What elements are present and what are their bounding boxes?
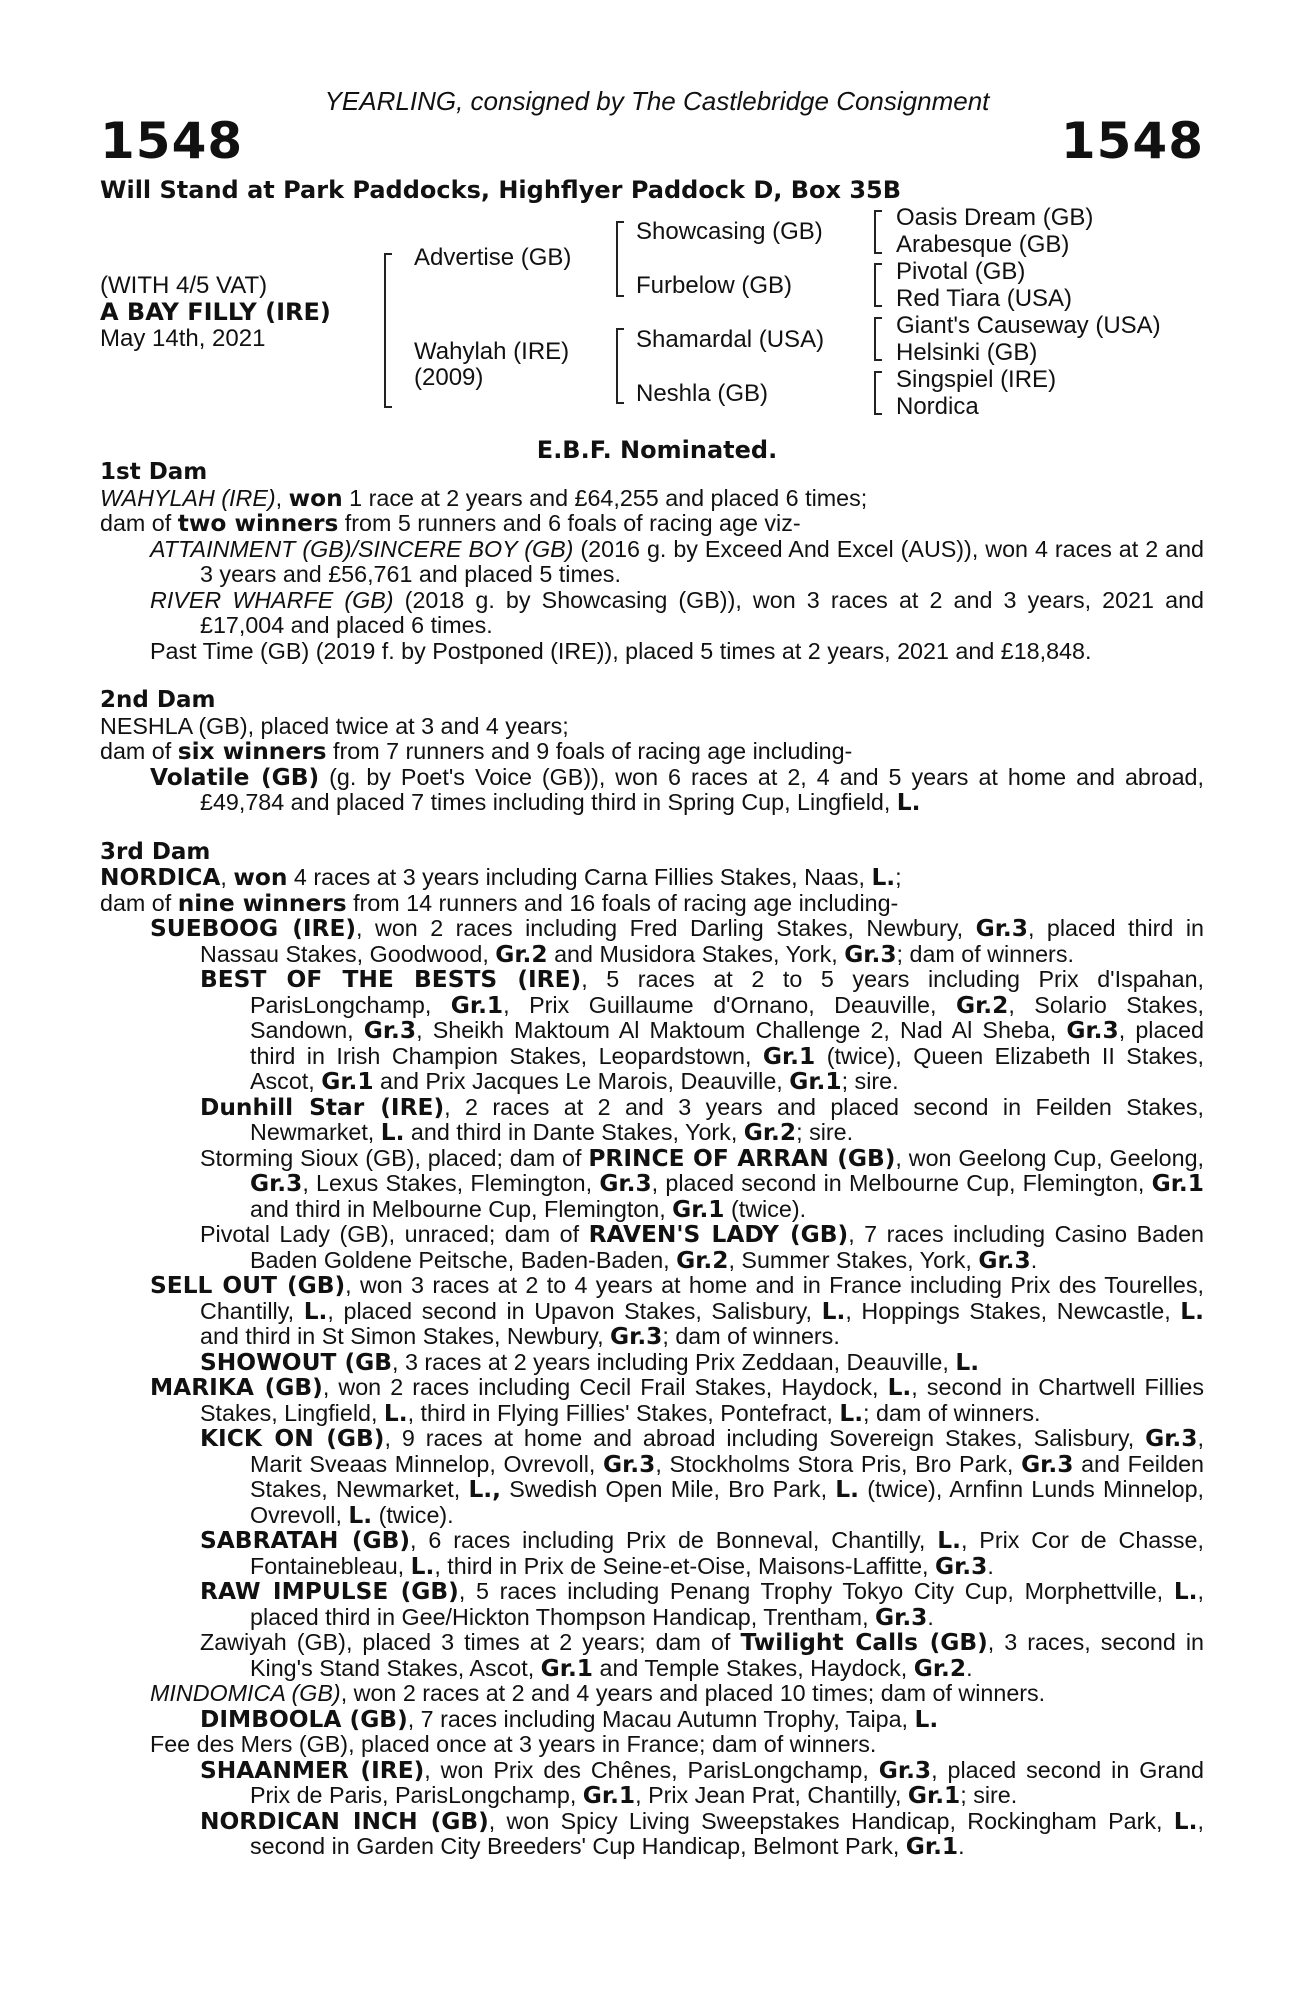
pedigree-brace-g4 [874,371,876,415]
lot-number-left: 1548 [100,112,244,170]
produce-attainment: ATTAINMENT (GB)/SINCERE BOY (GB) (2016 g. by Exceed And Excel (AUS)), won 4 races at 2 and 3 years and £56,761 and placed 5 times. [150,535,1204,587]
produce-shaanmer: SHAANMER (IRE), won Prix des Chênes, ParisLongchamp, Gr.3, placed second in Grand Prix de Paris, ParisLongchamp, Gr.1, Prix Jean Prat, Chantilly, Gr.1; sire. [200,1756,1204,1809]
consignment-line: YEARLING, consigned by The Castlebridge Consignment [324,86,990,116]
pedigree-brace-g3 [874,317,876,361]
third-dam-heading: 3rd Dam [100,838,211,865]
pedigree-brace-sire [616,221,618,297]
foaling-date: May 14th, 2021 [100,325,266,352]
third-dam-line: NORDICA, won 4 races at 3 years including Carna Fillies Stakes, Naas, L.; [100,864,902,891]
first-dam-heading: 1st Dam [100,459,208,485]
second-dam-heading: 2nd Dam [100,687,216,713]
grandparent-7: Singspiel (IRE) [896,366,1057,393]
produce-pivotal-lady: Pivotal Lady (GB), unraced; dam of RAVEN'S LADY (GB), 7 races including Casino Baden Baden Goldene Peitsche, Baden-Baden, Gr.2, Summer Stakes, York, Gr.3. [200,1221,1204,1274]
dam-dam: Neshla (GB) [636,380,769,407]
produce-zawiyah: Zawiyah (GB), placed 3 times at 2 years; dam of Twilight Calls (GB), 3 races, second in King's Stand Stakes, Ascot, Gr.1 and Temple Stakes, Haydock, Gr.2. [200,1629,1204,1682]
first-dam-line: WAHYLAH (IRE), won 1 race at 2 years and £64,255 and placed 6 times; [100,484,868,512]
produce-raw-impulse: RAW IMPULSE (GB), 5 races including Penang Trophy Tokyo City Cup, Morphettville, L., placed third in Gee/Hickton Thompson Handicap, Trentham, Gr.3. [200,1578,1204,1631]
horse-name: A BAY FILLY (IRE) [100,298,331,326]
dam-name: Wahylah (IRE) [414,338,570,365]
produce-showout: SHOWOUT (GB, 3 races at 2 years including Prix Zeddaan, Deauville, L. [200,1348,980,1376]
grandparent-3: Pivotal (GB) [896,258,1026,285]
grandparent-5: Giant's Causeway (USA) [896,312,1161,339]
grandparent-8: Nordica [896,393,979,420]
vat-note: (WITH 4/5 VAT) [100,272,268,299]
dam-year: (2009) [414,364,484,391]
first-dam-produce: dam of two winners from 5 runners and 6 foals of racing age viz- [100,510,801,537]
sire-sire: Showcasing (GB) [636,218,823,245]
produce-volatile: Volatile (GB) (g. by Poet's Voice (GB)), won 6 races at 2, 4 and 5 years at home and abroad, £49,784 and placed 7 times including third in Spring Cup, Lingfield, L. [150,763,1204,816]
produce-dunhill-star: Dunhill Star (IRE), 2 races at 2 and 3 years and placed second in Feilden Stakes, Newmarket, L. and third in Dante Stakes, York, Gr.2; sire. [200,1093,1204,1146]
produce-marika: MARIKA (GB), won 2 races including Cecil Frail Stakes, Haydock, L., second in Chartwell Fillies Stakes, Lingfield, L., third in Flying Fillies' Stakes, Pontefract, L.; dam of winners. [150,1374,1204,1427]
produce-storming-sioux: Storming Sioux (GB), placed; dam of PRINCE OF ARRAN (GB), won Geelong Cup, Geelong, Gr.3, Lexus Stakes, Flemington, Gr.3, placed second in Melbourne Cup, Flemington, Gr.1 and third in Melbourne Cup, Flemington, Gr.1 (twice). [200,1144,1205,1223]
produce-sell-out: SELL OUT (GB), won 3 races at 2 to 4 years at home and in France including Prix des Tourelles, Chantilly, L., placed second in Upavon Stakes, Salisbury, L., Hoppings Stakes, Newcastle, L. and third in St Simon Stakes, Newbury, Gr.3; dam of winners. [150,1272,1204,1350]
sire-dam: Furbelow (GB) [636,272,793,299]
grandparent-4: Red Tiara (USA) [896,285,1073,312]
pedigree-brace-main [384,253,386,408]
stand-location: Will Stand at Park Paddocks, Highflyer Paddock D, Box 35B [100,176,902,204]
pedigree-brace-dam [616,328,618,404]
third-dam-produce: dam of nine winners from 14 runners and 16 foals of racing age including- [100,889,899,917]
lot-number-right: 1548 [1060,112,1204,170]
ebf-nominated: E.B.F. Nominated. [536,436,778,464]
grandparent-6: Helsinki (GB) [896,339,1038,366]
produce-kick-on: KICK ON (GB), 9 races at home and abroad including Sovereign Stakes, Salisbury, Gr.3, Marit Sveaas Minnelop, Ovrevoll, Gr.3, Stockholms Stora Pris, Bro Park, Gr.3 and Feilden Stakes, Newmarket, L., Swedish Open Mile, Bro Park, L. (twice), Arnfinn Lunds Minnelop, Ovrevoll, L. (twice). [200,1425,1205,1529]
produce-record [100,460,1204,1860]
produce-best-of-the-bests: BEST OF THE BESTS (IRE), 5 races at 2 to 5 years including Prix d'Ispahan, ParisLongchamp, Gr.1, Prix Guillaume d'Ornano, Deauville, Gr.2, Solario Stakes, Sandown, Gr.3, Sheikh Maktoum Al Maktoum Challenge 2, Nad Al Sheba, Gr.3, placed third in Irish Champion Stakes, Leopardstown, Gr.1 (twice), Queen Elizabeth II Stakes, Ascot, Gr.1 and Prix Jacques Le Marois, Deauville, Gr.1; sire. [200,966,1204,1095]
pedigree-brace-g2 [874,263,876,307]
second-dam-line: NESHLA (GB), placed twice at 3 and 4 years; [100,712,569,739]
produce-dimboola: DIMBOOLA (GB), 7 races including Macau Autumn Trophy, Taipa, L. [200,1705,939,1733]
produce-river-wharfe: RIVER WHARFE (GB) (2018 g. by Showcasing (GB)), won 3 races at 2 and 3 years, 2021 and £17,004 and placed 6 times. [150,586,1205,638]
produce-sabratah: SABRATAH (GB), 6 races including Prix de Bonneval, Chantilly, L., Prix Cor de Chasse, Fontainebleau, L., third in Prix de Seine-et-Oise, Maisons-Laffitte, Gr.3. [200,1527,1204,1580]
produce-fee-des-mers: Fee des Mers (GB), placed once at 3 years in France; dam of winners. [150,1731,877,1757]
second-dam-produce: dam of six winners from 7 runners and 9 foals of racing age including- [100,738,853,765]
grandparent-2: Arabesque (GB) [896,231,1070,258]
dam-sire: Shamardal (USA) [636,326,825,353]
grandparent-1: Oasis Dream (GB) [896,204,1094,231]
produce-nordican-inch: NORDICAN INCH (GB), won Spicy Living Sweepstakes Handicap, Rockingham Park, L., second in Garden City Breeders' Cup Handicap, Belmont Park, Gr.1. [200,1807,1204,1860]
produce-past-time: Past Time (GB) (2019 f. by Postponed (IRE)), placed 5 times at 2 years, 2021 and £18,848. [150,637,1092,664]
pedigree-brace-g1 [874,210,876,254]
sire-name: Advertise (GB) [414,244,572,271]
produce-sueboog: SUEBOOG (IRE), won 2 races including Fred Darling Stakes, Newbury, Gr.3, placed third in Nassau Stakes, Goodwood, Gr.2 and Musidora Stakes, York, Gr.3; dam of winners. [150,915,1204,968]
produce-mindomica: MINDOMICA (GB), won 2 races at 2 and 4 years and placed 10 times; dam of winners. [150,1680,1046,1706]
